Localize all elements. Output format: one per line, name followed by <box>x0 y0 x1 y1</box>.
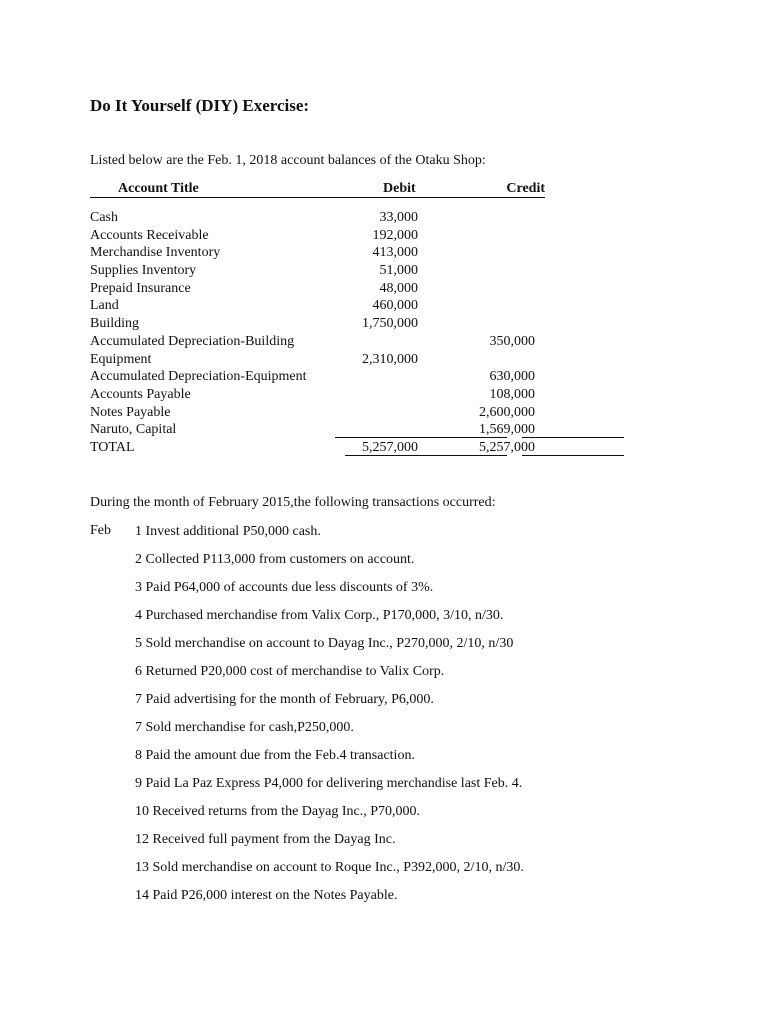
total-credit: 5,257,000 <box>479 439 535 455</box>
account-name: Notes Payable <box>90 404 171 420</box>
list-item: 7 Paid advertising for the month of February, P6,000. <box>135 692 434 707</box>
account-name: Equipment <box>90 351 152 367</box>
table-row <box>90 386 545 404</box>
table-row <box>90 280 545 298</box>
debit-amount: 2,310,000 <box>362 351 418 367</box>
list-item: 8 Paid the amount due from the Feb.4 transaction. <box>135 748 415 763</box>
account-name: Prepaid Insurance <box>90 280 191 296</box>
credit-amount: 108,000 <box>489 386 535 402</box>
table-row <box>90 421 545 439</box>
table-row <box>90 368 545 386</box>
debit-amount: 1,750,000 <box>362 316 418 332</box>
list-item: 12 Received full payment from the Dayag Inc. <box>135 832 396 847</box>
list-item: 1 Invest additional P50,000 cash. <box>135 524 321 539</box>
transactions-month: Feb <box>90 523 111 538</box>
account-name: Cash <box>90 210 118 225</box>
list-item: 2 Collected P113,000 from customers on account. <box>135 552 415 567</box>
list-item: 10 Received returns from the Dayag Inc., P70,000. <box>135 804 420 819</box>
table-header <box>90 181 545 198</box>
transactions-intro: During the month of February 2015,the following transactions occurred: <box>90 495 496 510</box>
list-item: 3 Paid P64,000 of accounts due less discounts of 3%. <box>135 580 434 595</box>
total-label: TOTAL <box>90 439 135 455</box>
table-row <box>90 209 545 227</box>
list-item: 6 Returned P20,000 cost of merchandise to Valix Corp. <box>135 664 445 679</box>
page-title: Do It Yourself (DIY) Exercise: <box>90 96 310 115</box>
table-body <box>90 209 545 457</box>
account-name: Naruto, Capital <box>90 422 177 438</box>
intro-text: Listed below are the Feb. 1, 2018 account balances of the Otaku Shop: <box>90 153 486 168</box>
list-item: 7 Sold merchandise for cash,P250,000. <box>135 720 354 735</box>
header-debit: Debit <box>383 181 416 196</box>
account-name: Land <box>90 298 119 314</box>
credit-total-rule <box>522 455 624 456</box>
account-name: Accumulated Depreciation-Equipment <box>90 369 307 385</box>
credit-amount: 1,569,000 <box>479 422 535 438</box>
header-account-title: Account Title <box>118 181 199 196</box>
table-row <box>90 262 545 280</box>
table-row <box>90 244 545 262</box>
table-row <box>90 351 545 369</box>
account-name: Accounts Payable <box>90 386 191 402</box>
account-name: Supplies Inventory <box>90 263 197 279</box>
trial-balance-table <box>90 181 545 455</box>
table-row <box>90 297 545 315</box>
credit-amount: 350,000 <box>489 333 535 349</box>
list-item: 5 Sold merchandise on account to Dayag Inc., P270,000, 2/10, n/30 <box>135 636 514 651</box>
table-row <box>90 315 545 333</box>
debit-amount: 460,000 <box>372 298 418 314</box>
list-item: 9 Paid La Paz Express P4,000 for delivering merchandise last Feb. 4. <box>135 776 523 791</box>
debit-amount: 413,000 <box>372 245 418 261</box>
debit-amount: 48,000 <box>379 280 418 296</box>
account-name: Building <box>90 316 140 332</box>
account-name: Accumulated Depreciation-Building <box>90 333 295 349</box>
account-name: Merchandise Inventory <box>90 245 221 261</box>
credit-amount: 630,000 <box>489 369 535 385</box>
total-debit: 5,257,000 <box>362 439 418 455</box>
debit-total-rule <box>345 455 507 456</box>
table-row <box>90 333 545 351</box>
account-name: Accounts Receivable <box>90 227 209 243</box>
header-credit: Credit <box>506 181 545 196</box>
list-item: 14 Paid P26,000 interest on the Notes Payable. <box>135 888 398 903</box>
table-row <box>90 227 545 245</box>
transactions-list <box>135 523 695 915</box>
debit-amount: 192,000 <box>372 227 418 243</box>
debit-amount: 33,000 <box>379 210 418 225</box>
table-total-row <box>90 439 545 457</box>
debit-amount: 51,000 <box>379 263 418 279</box>
table-row <box>90 404 545 422</box>
list-item: 13 Sold merchandise on account to Roque Inc., P392,000, 2/10, n/30. <box>135 860 524 875</box>
list-item: 4 Purchased merchandise from Valix Corp., P170,000, 3/10, n/30. <box>135 608 504 623</box>
credit-amount: 2,600,000 <box>479 404 535 420</box>
